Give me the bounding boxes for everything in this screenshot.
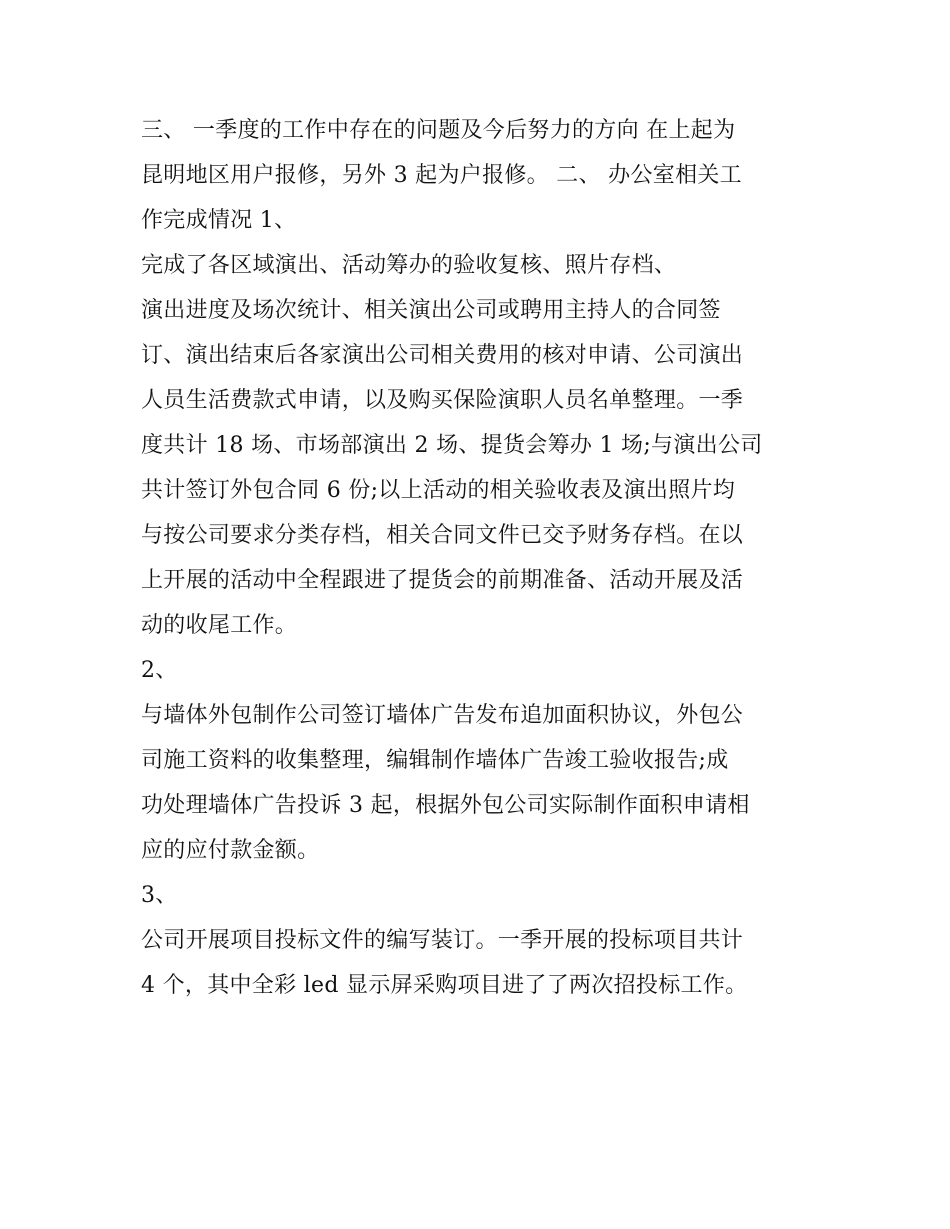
- document-body: [141, 108, 813, 1008]
- paragraph-item-1: [141, 243, 813, 648]
- text-line: 昆明地区用户报修，另外 3 起为户报修。 二、 办公室相关工: [141, 163, 742, 188]
- text-line: 公司开展项目投标文件的编写装订。一季开展的投标项目共计: [141, 928, 744, 953]
- text-line: 功处理墙体广告投诉 3 起，根据外包公司实际制作面积申请相: [141, 793, 750, 818]
- text-line: 4 个，其中全彩 led 显示屏采购项目进了了两次招投标工作。: [141, 973, 748, 998]
- text-line: 完成了各区域演出、活动筹办的验收复核、照片存档、: [141, 253, 677, 278]
- text-line: 司施工资料的收集整理，编辑制作墙体广告竣工验收报告;成: [141, 748, 729, 773]
- paragraph-item-2: [141, 693, 813, 873]
- text-line: 与墙体外包制作公司签订墙体广告发布追加面积协议，外包公: [141, 703, 744, 728]
- text-line: 2、: [141, 658, 178, 683]
- text-line: 应的应付款金额。: [141, 838, 320, 863]
- text-line: 上开展的活动中全程跟进了提货会的前期准备、活动开展及活: [141, 568, 744, 593]
- text-line: 共计签订外包合同 6 份;以上活动的相关验收表及演出照片均: [141, 478, 736, 503]
- text-line: 人员生活费款式申请，以及购买保险演职人员名单整理。一季: [141, 388, 744, 413]
- text-line: 演出进度及场次统计、相关演出公司或聘用主持人的合同签: [141, 298, 721, 323]
- paragraph-item-3: [141, 918, 813, 1008]
- paragraph-section-summary: [141, 108, 813, 243]
- text-line: 3、: [141, 883, 178, 908]
- text-line: 三、 一季度的工作中存在的问题及今后努力的方向 在上起为: [141, 118, 736, 143]
- item-number-3: [141, 873, 813, 918]
- text-line: 作完成情况 1、: [141, 208, 297, 233]
- item-number-2: [141, 648, 813, 693]
- text-line: 订、演出结束后各家演出公司相关费用的核对申请、公司演出: [141, 343, 744, 368]
- text-line: 度共计 18 场、市场部演出 2 场、提货会筹办 1 场;与演出公司: [141, 433, 763, 458]
- text-line: 动的收尾工作。: [141, 613, 298, 638]
- text-line: 与按公司要求分类存档，相关合同文件已交予财务存档。在以: [141, 523, 744, 548]
